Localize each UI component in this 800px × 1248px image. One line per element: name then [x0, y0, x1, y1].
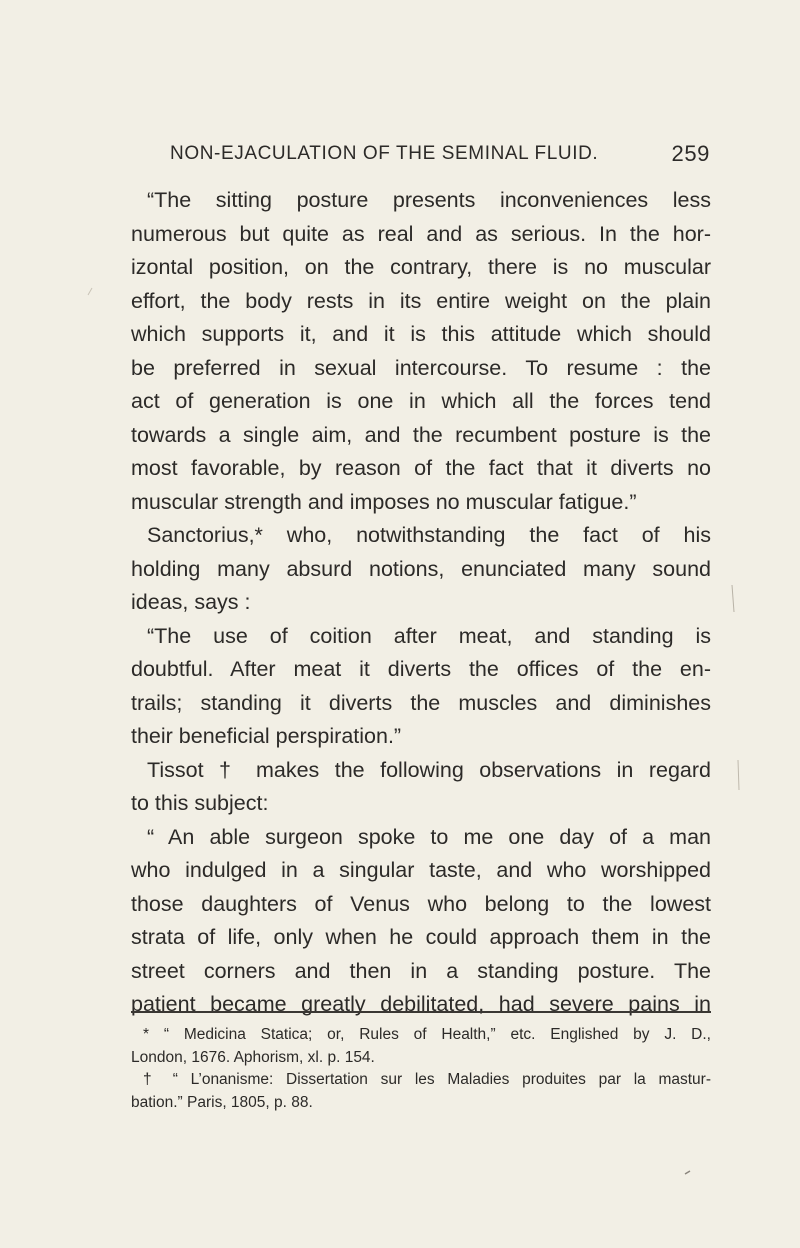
- footnote-rule: [131, 1011, 711, 1013]
- text-line: numerous but quite as real and as serious. In the hor-: [131, 221, 711, 246]
- footnote-line: * “ Medicina Statica; or, Rules of Health,” etc. Englished by J. D.,: [143, 1026, 711, 1043]
- paper-speck: [738, 760, 739, 790]
- text-line: act of generation is one in which all the forces tend: [131, 389, 711, 413]
- text-line: street corners and then in a standing posture. The: [131, 958, 711, 983]
- text-line: be preferred in sexual intercourse. To resume : the: [131, 355, 711, 380]
- text-line: “ An able surgeon spoke to me one day of a man: [147, 824, 711, 849]
- text-line: Tissot † makes the following observations in regard: [147, 757, 711, 782]
- text-line: towards a single aim, and the recumbent posture is the: [131, 422, 711, 447]
- text-line: izontal position, on the contrary, there is no muscular: [131, 255, 711, 279]
- footnote-line: † “ L’onanisme: Dissertation sur les Maladies produites par la mastur-: [143, 1071, 711, 1088]
- text-line: strata of life, only when he could approach them in the: [131, 925, 711, 949]
- running-head: [170, 143, 710, 173]
- text-line: trails; standing it diverts the muscles and diminishes: [131, 690, 711, 715]
- text-line: holding many absurd notions, enunciated many sound: [131, 556, 711, 581]
- text-line: to this subject:: [131, 791, 269, 815]
- text-line: effort, the body rests in its entire weight on the plain: [131, 288, 711, 313]
- paper-speck: [732, 585, 734, 612]
- text-line: “The use of coition after meat, and standing is: [147, 623, 711, 648]
- body-text: [131, 184, 711, 1022]
- paper-speck: [685, 1171, 690, 1174]
- page-number: 259: [671, 141, 710, 166]
- text-line: their beneficial perspiration.”: [131, 724, 402, 748]
- text-line: doubtful. After meat it diverts the offices of the en-: [131, 657, 711, 681]
- text-line: most favorable, by reason of the fact that it diverts no: [131, 456, 711, 480]
- text-line: Sanctorius,* who, notwithstanding the fact of his: [147, 523, 711, 547]
- text-line: which supports it, and it is this attitude which should: [131, 322, 711, 346]
- text-line: those daughters of Venus who belong to the lowest: [131, 891, 711, 916]
- running-head-title: NON-EJACULATION OF THE SEMINAL FLUID.: [170, 143, 599, 164]
- footnote-line: bation.” Paris, 1805, p. 88.: [131, 1093, 313, 1111]
- paper-speck: [88, 288, 92, 295]
- text-line: “The sitting posture presents inconveniences less: [147, 188, 711, 212]
- footnote-line: London, 1676. Aphorism, xl. p. 154.: [131, 1048, 375, 1066]
- text-line: ideas, says :: [131, 590, 251, 614]
- text-line: muscular strength and imposes no muscular fatigue.”: [131, 489, 637, 514]
- footnotes: [131, 1024, 711, 1114]
- text-line: who indulged in a singular taste, and who worshipped: [131, 858, 711, 882]
- text-line: patient became greatly debilitated, had severe pains in: [131, 992, 711, 1016]
